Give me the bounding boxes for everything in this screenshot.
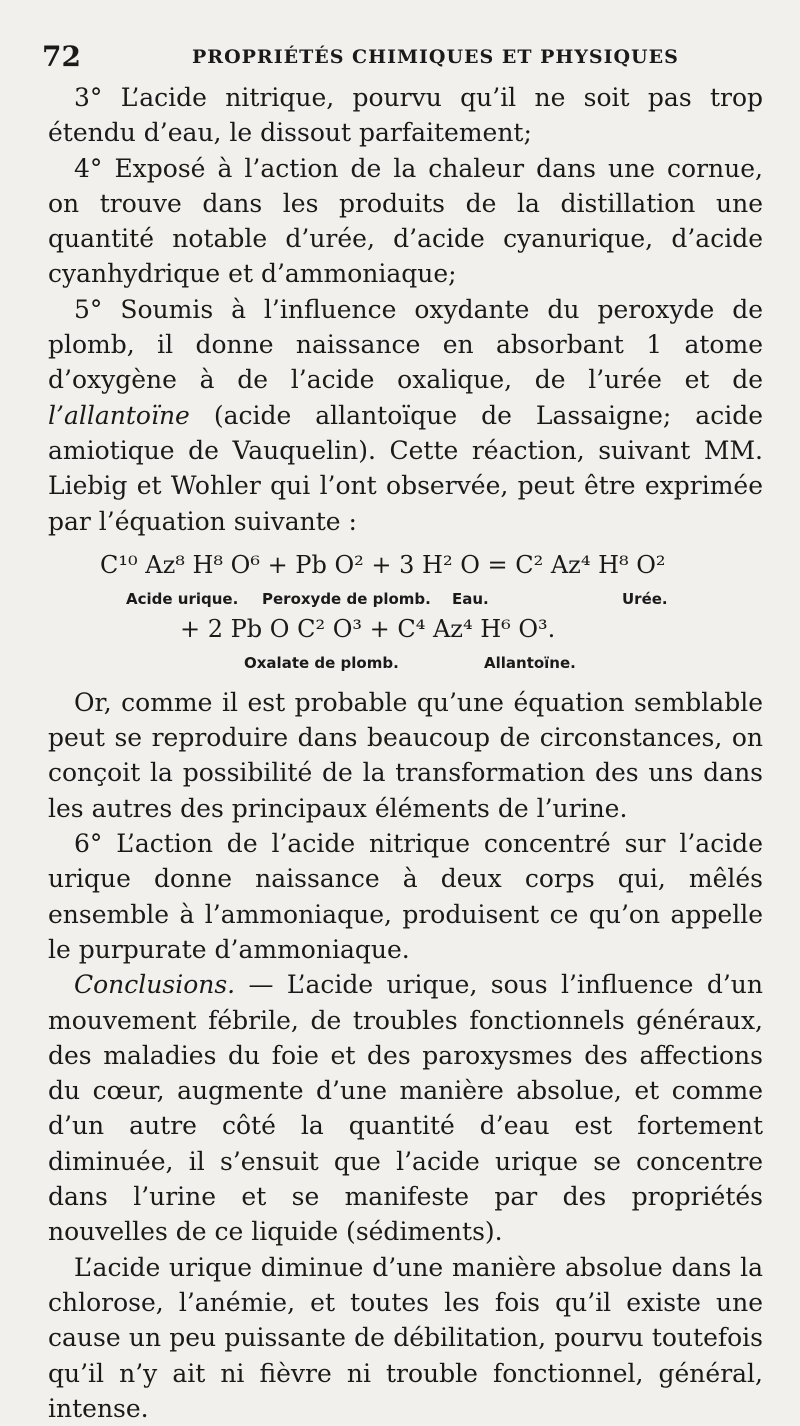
label-uree: Urée.	[622, 589, 668, 608]
page-body	[48, 80, 763, 1426]
running-title: PROPRIÉTÉS CHIMIQUES ET PHYSIQUES	[192, 46, 679, 68]
paragraph-or: Or, comme il est probable qu’une équation semblable peut se reproduire dans beaucoup de circonstances, on conçoit la possibilité de la transformation des uns dans les autres des principaux éléments de l’urine.	[48, 687, 763, 823]
equation-line-2	[48, 612, 763, 646]
page-header	[42, 40, 762, 74]
label-oxalate: Oxalate de plomb.	[244, 653, 399, 672]
label-acide-urique: Acide urique.	[126, 589, 239, 608]
paragraph-last: L’acide urique diminue d’une manière absolue dans la chlorose, l’anémie, et toutes les fois qu’il existe une cause un peu puissante de débilitation, pourvu toutefois qu’il n’y ait ni fièvre ni trouble fonctionnel, général, intense.	[48, 1252, 763, 1423]
conclusions-text: — L’acide urique, sous l’influence d’un mouvement fébrile, de troubles fonctionnels généraux, des maladies du foie et des paroxysmes des affections du cœur, augmente d’une manière absolue, et comme d’un autre côté la quantité d’eau est fortement diminuée, il s’ensuit que l’acide urique se concentre dans l’urine et se manifeste par des propriétés nouvelles de ce liquide (sédiments).	[48, 970, 763, 1247]
chemical-equation	[48, 548, 763, 676]
label-peroxyde: Peroxyde de plomb.	[262, 589, 431, 608]
equation-line-2-text: + 2 Pb O C² O³ + C⁴ Az⁴ H⁶ O³.	[180, 614, 556, 643]
page-number: 72	[42, 40, 81, 73]
label-allantoine: Allantoïne.	[484, 653, 576, 672]
equation-labels-2	[48, 646, 763, 676]
label-eau: Eau.	[452, 589, 489, 608]
paragraph-6: 6° L’action de l’acide nitrique concentré sur l’acide urique donne naissance à deux corps qui, mêlés ensemble à l’ammoniaque, produisent ce qu’on appelle le purpurate d’ammoniaque.	[48, 829, 763, 964]
paragraph-3: 3° L’acide nitrique, pourvu qu’il ne soit pas trop étendu d’eau, le dissout parfaitement;	[48, 83, 763, 148]
paragraph-5	[48, 292, 763, 539]
conclusions-label: Conclusions.	[74, 970, 236, 1000]
paragraph-5-part-b: (acide allantoïque de Lassaigne; acide amiotique de Vauquelin). Cette réaction, suivant MM. Liebig et Wohler qui l’ont observée, peut être exprimée par l’équation suivante :	[48, 400, 763, 536]
equation-labels-1	[48, 582, 763, 612]
paragraph-5-part-a: 5° Soumis à l’influence oxydante du peroxyde de plomb, il donne naissance en absorbant 1 atome d’oxygène à de l’acide oxalique, de l’urée et de	[48, 294, 763, 395]
allantoine-term: l’allantoïne	[48, 400, 190, 430]
equation-line-1	[48, 548, 763, 582]
paragraph-4: 4° Exposé à l’action de la chaleur dans une cornue, on trouve dans les produits de la distillation une quantité notable d’urée, d’acide cyanurique, d’acide cyanhydrique et d’ammoniaque;	[48, 153, 763, 289]
paragraph-conclusions	[48, 967, 763, 1249]
equation-line-1-text: C¹⁰ Az⁸ H⁸ O⁶ + Pb O² + 3 H² O = C² Az⁴ H⁸ O²	[100, 550, 666, 579]
